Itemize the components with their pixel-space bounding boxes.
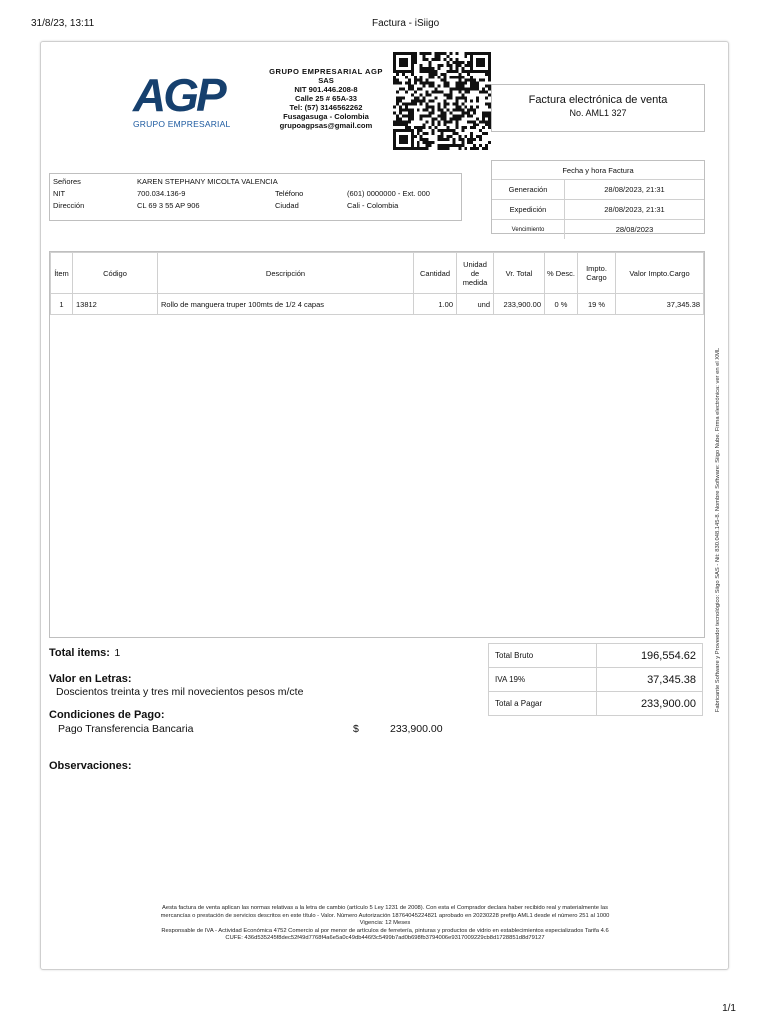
letras-label: Valor en Letras: bbox=[49, 673, 132, 685]
ven-label: Vencimiento bbox=[492, 220, 565, 240]
row-total: 233,900.00 bbox=[494, 294, 545, 315]
legal-footer bbox=[70, 905, 700, 943]
company-city: Fusagasuga - Colombia bbox=[283, 112, 369, 121]
iva-value: 37,345.38 bbox=[597, 668, 703, 692]
exp-date: 28/08/2023, 21:31 bbox=[565, 200, 705, 220]
company-email: grupoagpsas@gmail.com bbox=[279, 121, 373, 130]
client-tel: (601) 0000000 - Ext. 000 bbox=[347, 188, 430, 198]
client-name-label: Señores bbox=[53, 176, 81, 186]
client-nit-label: NIT bbox=[53, 188, 66, 198]
row-valor-impto: 37,345.38 bbox=[616, 294, 704, 315]
cond-label: Condiciones de Pago: bbox=[49, 709, 165, 721]
col-unidad: Unidad de medida bbox=[457, 253, 494, 294]
ven-date: 28/08/2023 bbox=[565, 220, 705, 240]
col-total: Vr. Total bbox=[494, 253, 545, 294]
footer-line-3: Vigencia: 12 Meses bbox=[359, 920, 411, 927]
software-vertical-text bbox=[713, 300, 723, 760]
client-nit: 700.034.136-9 bbox=[137, 188, 186, 198]
cond-amount: 233,900.00 bbox=[390, 723, 443, 735]
footer-line-5: CUFE: 436d535245f8dec52f49d7768f4a6e5a0c49db446f3c5499b7ad0b698fb3794006e9317009229cb8d1728851d8d79127 bbox=[225, 935, 545, 942]
company-info bbox=[262, 67, 390, 130]
row-descripcion: Rollo de manguera truper 100mts de 1/2 4 capas bbox=[158, 294, 414, 315]
col-cantidad: Cantidad bbox=[414, 253, 457, 294]
invoice-number: No. AML1 327 bbox=[569, 108, 627, 118]
totals-table bbox=[488, 643, 703, 716]
items-header-row bbox=[51, 253, 704, 294]
footer-line-4: Responsable de IVA - Actividad Económica 4752 Comercio al por menor de artículos de ferretería, pinturas y productos de vidrio en establecimientos especializados Tarifa 4.6 bbox=[161, 927, 609, 934]
pagar-value: 233,900.00 bbox=[597, 692, 703, 716]
col-descripcion: Descripción bbox=[158, 253, 414, 294]
company-logo bbox=[133, 69, 243, 132]
dates-header: Fecha y hora Factura bbox=[562, 165, 634, 175]
col-impto: Impto. Cargo bbox=[578, 253, 616, 294]
company-address: Calle 25 # 65A-33 bbox=[294, 94, 358, 103]
gen-label: Generación bbox=[492, 180, 565, 200]
row-cantidad: 1.00 bbox=[414, 294, 457, 315]
pagar-label: Total a Pagar bbox=[489, 692, 597, 716]
iva-label: IVA 19% bbox=[489, 668, 597, 692]
total-items-label: Total items: bbox=[49, 647, 110, 659]
client-dir: CL 69 3 55 AP 906 bbox=[137, 200, 200, 210]
col-item: Ítem bbox=[51, 253, 73, 294]
obs-label: Observaciones: bbox=[49, 760, 132, 772]
row-unidad: und bbox=[457, 294, 494, 315]
footer-line-1: Aesta factura de venta aplican las normas relativas a la letra de cambio (artículo 5 Ley 1231 de 2008). Con esta el Comprador declara haber recibido real y materialmente las bbox=[162, 905, 608, 911]
row-desc: 0 % bbox=[545, 294, 578, 315]
invoice-title-box bbox=[491, 84, 705, 132]
row-codigo: 13812 bbox=[73, 294, 158, 315]
software-text: Fabricante Software y Proveedor tecnológico: Siigo SAS - Nit: 830.048.145-8. Nombre Software: Siigo Nube. Firma electrónica: ver en el XML bbox=[715, 347, 721, 713]
client-city: Cali - Colombia bbox=[347, 200, 399, 210]
company-name: GRUPO EMPRESARIAL AGP bbox=[269, 67, 383, 76]
row-item: 1 bbox=[51, 294, 73, 315]
client-name: KAREN STEPHANY MICOLTA VALENCIA bbox=[137, 176, 278, 186]
cond-value: Pago Transferencia Bancaria bbox=[58, 723, 194, 735]
items-table-frame bbox=[49, 251, 705, 638]
summary bbox=[49, 643, 479, 772]
invoice-title: Factura electrónica de venta bbox=[528, 94, 668, 106]
footer-line-2: mercancías o prestación de servicios descritos en este título - Valor. Número Autorización 18764045224821 aprobado en 20230228 prefijo AML1 desde el número 251 al 1000 bbox=[160, 912, 610, 919]
browser-title: Factura - iSiigo bbox=[372, 18, 440, 29]
cond-currency: $ bbox=[353, 723, 359, 735]
bruto-value: 196,554.62 bbox=[597, 644, 703, 668]
qr-code bbox=[393, 52, 491, 150]
col-codigo: Código bbox=[73, 253, 158, 294]
client-dir-label: Dirección bbox=[53, 200, 85, 210]
company-type: SAS bbox=[318, 76, 334, 85]
letras-value: Doscientos treinta y tres mil novecientos pesos m/cte bbox=[56, 686, 304, 698]
logo-brand: AGP bbox=[133, 69, 224, 121]
col-desc: % Desc. bbox=[545, 253, 578, 294]
table-row bbox=[51, 294, 704, 315]
page-number: 1/1 bbox=[722, 1003, 736, 1014]
browser-datetime: 31/8/23, 13:11 bbox=[31, 18, 95, 29]
items-table bbox=[50, 252, 704, 315]
dates-box bbox=[491, 160, 705, 234]
client-city-label: Ciudad bbox=[275, 200, 299, 210]
exp-label: Expedición bbox=[492, 200, 565, 220]
total-items-value: 1 bbox=[114, 647, 121, 659]
client-box bbox=[49, 173, 462, 221]
bruto-label: Total Bruto bbox=[489, 644, 597, 668]
client-tel-label: Teléfono bbox=[275, 188, 304, 198]
gen-date: 28/08/2023, 21:31 bbox=[565, 180, 705, 200]
logo-subtitle: GRUPO EMPRESARIAL bbox=[133, 119, 231, 129]
company-tel: Tel: (57) 3146562262 bbox=[289, 103, 363, 112]
row-impto: 19 % bbox=[578, 294, 616, 315]
col-valor-impto: Valor Impto.Cargo bbox=[616, 253, 704, 294]
company-nit: NIT 901.446.208-8 bbox=[294, 85, 358, 94]
